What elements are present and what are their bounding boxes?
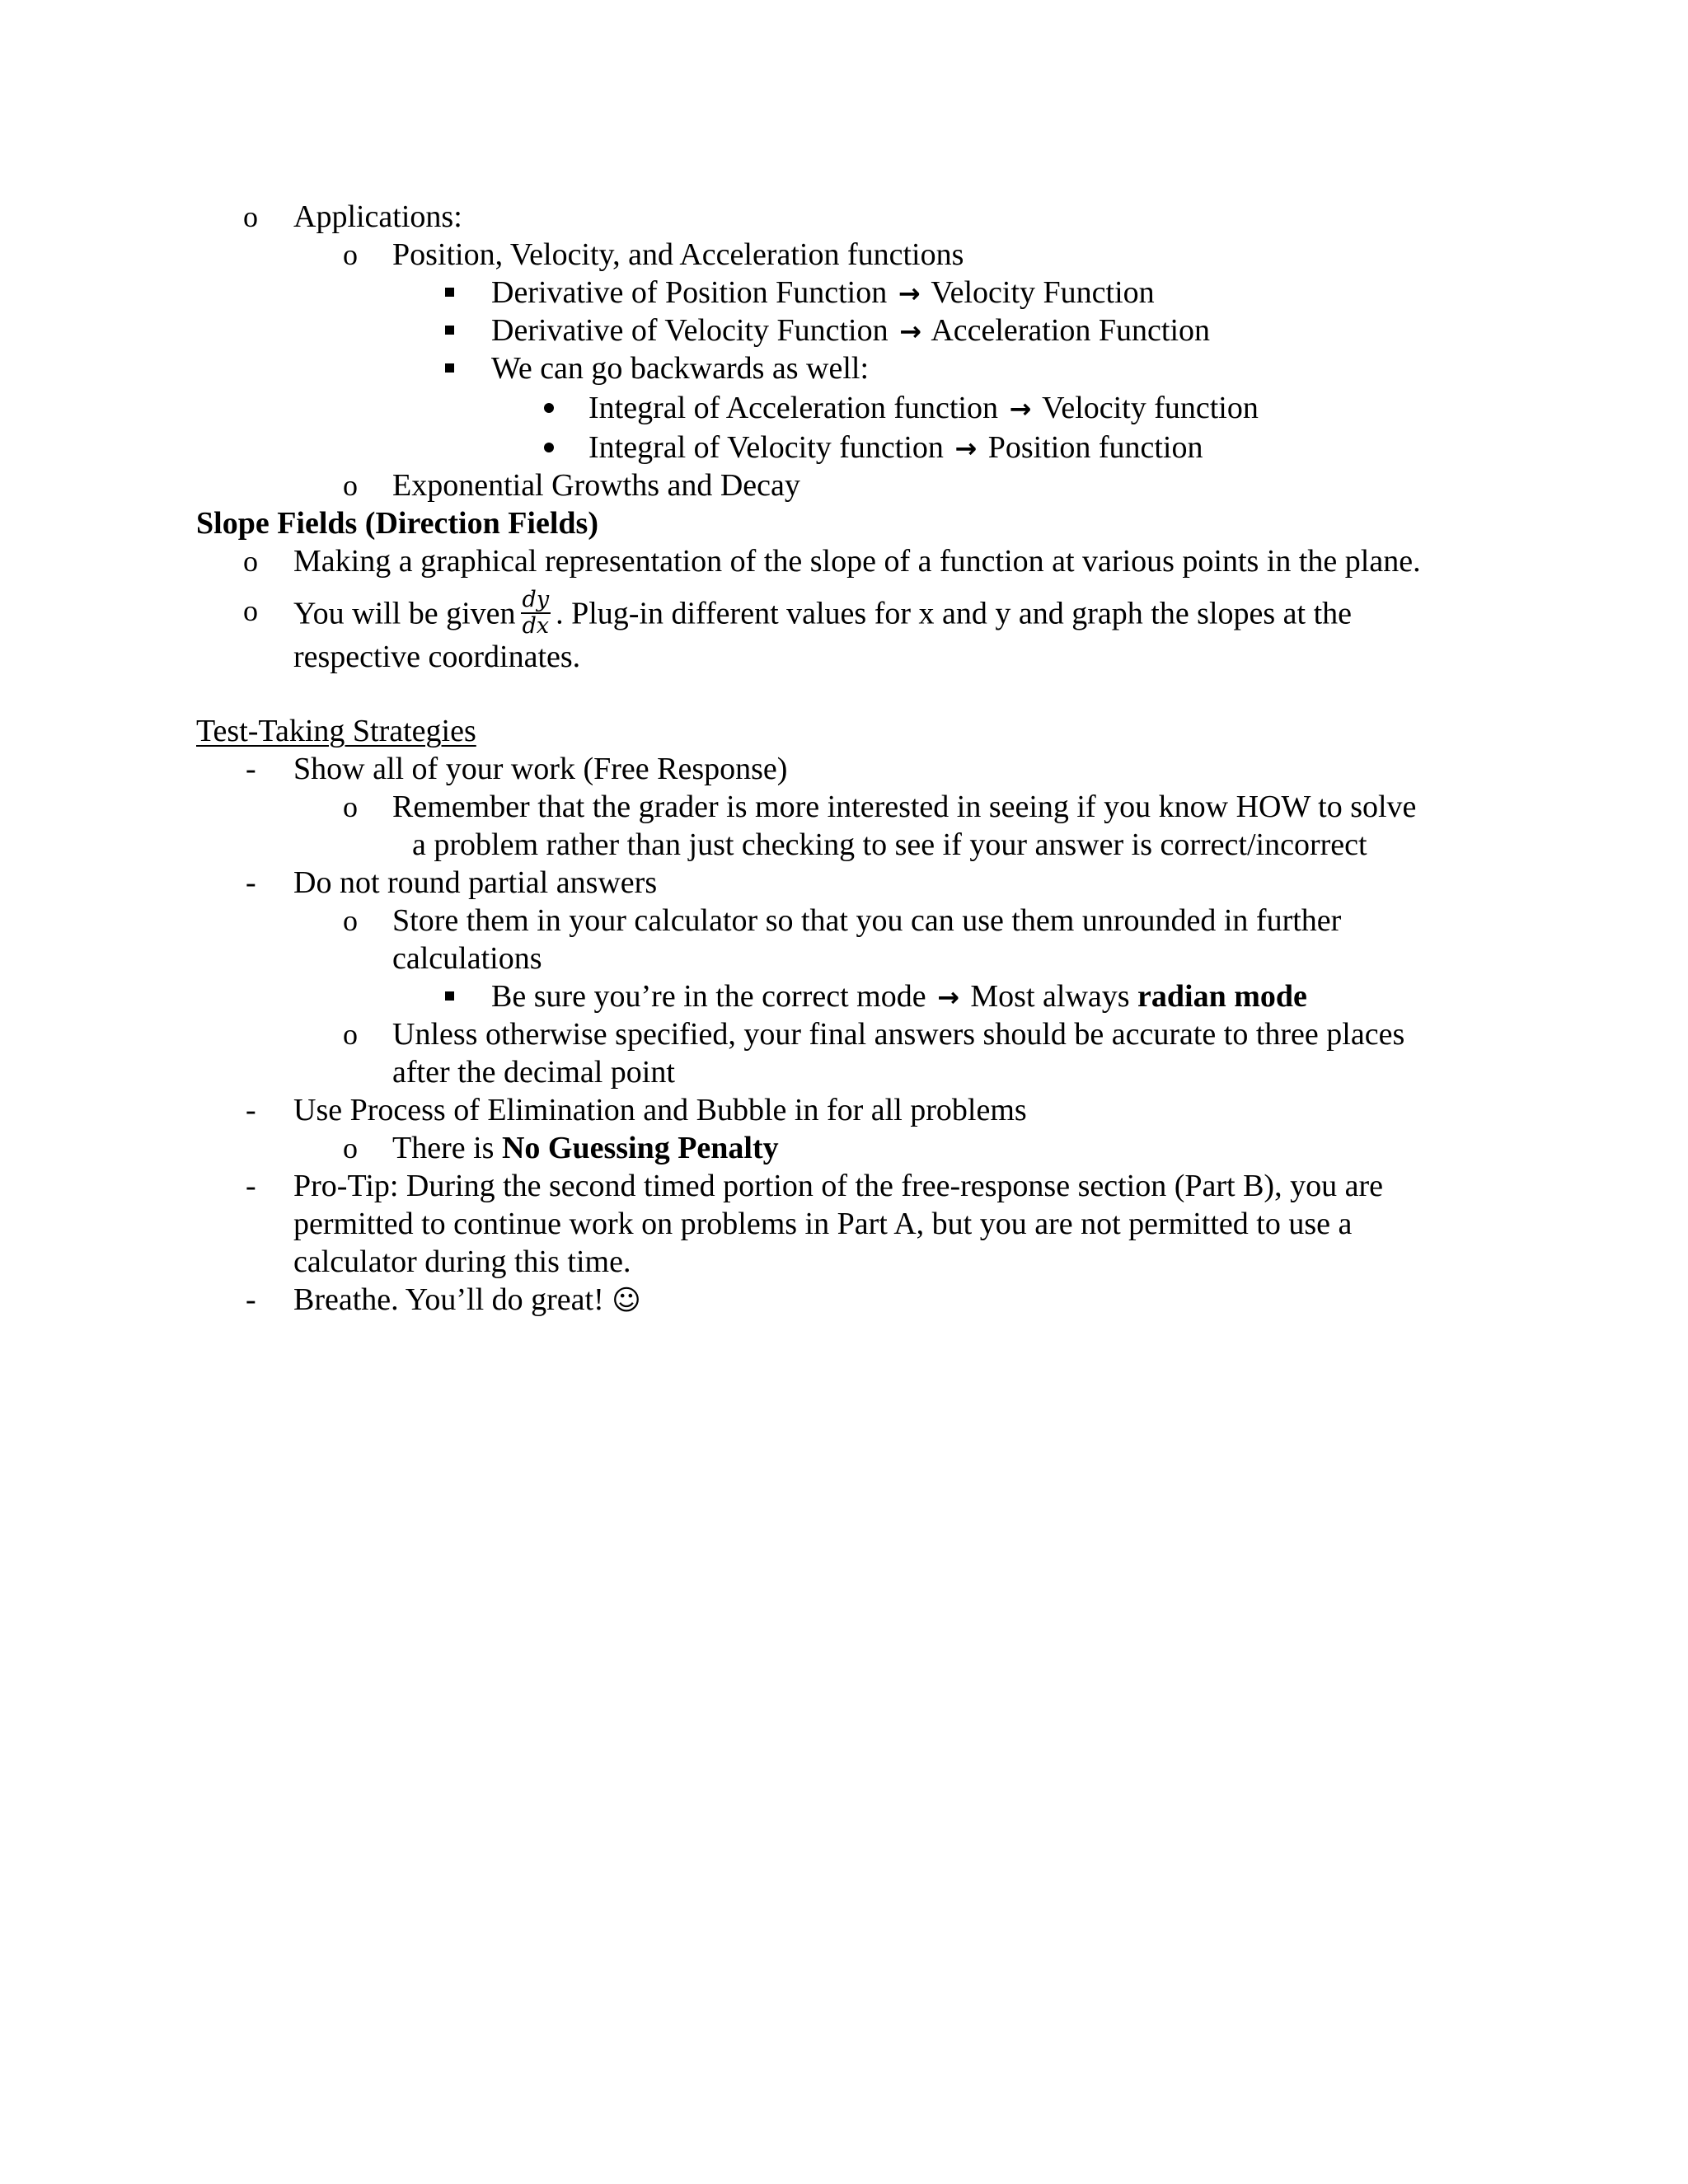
strategy-2: Do not round partial answers	[293, 865, 658, 900]
arrow-right-icon: →	[899, 316, 921, 347]
dash-bullet: -	[246, 1093, 256, 1127]
strategy-3: Use Process of Elimination and Bubble in for all problems	[293, 1093, 1027, 1127]
dot-bullet	[544, 429, 554, 466]
strategy-1-sub-line-2: a problem rather than just checking to see if your answer is correct/incorrect	[412, 827, 1367, 862]
square-bullet	[445, 274, 454, 312]
strategy-2-sub-1-line-2: calculations	[392, 941, 542, 976]
circle-bullet: o	[343, 1132, 358, 1165]
slope-fields-item-2-cont: respective coordinates.	[293, 640, 581, 674]
pva-sub-item-1: Integral of Acceleration function → Velocity function	[588, 389, 1259, 427]
arrow-right-icon: →	[954, 433, 978, 464]
square-bullet	[445, 977, 454, 1015]
circle-bullet: o	[243, 545, 258, 578]
strategy-2-sub-1-line-1: Store them in your calculator so that you can use them unrounded in further	[392, 903, 1342, 938]
arrow-right-icon: →	[937, 982, 959, 1013]
dash-bullet: -	[246, 752, 256, 786]
pva-sub-item-2: Integral of Velocity function → Position function	[588, 429, 1203, 466]
circle-bullet: o	[243, 200, 258, 233]
circle-bullet: o	[343, 904, 358, 937]
slope-fields-heading: Slope Fields (Direction Fields)	[196, 506, 598, 541]
arrow-right-icon: →	[1009, 393, 1032, 424]
pva-item-1: Derivative of Position Function → Velocity Function	[491, 274, 1155, 312]
square-bullet	[445, 349, 454, 387]
applications-heading: Applications:	[293, 199, 462, 234]
circle-bullet: o	[343, 790, 358, 823]
strategy-1: Show all of your work (Free Response)	[293, 752, 788, 786]
strategy-2-sub-1-detail: Be sure you’re in the correct mode → Most always radian mode	[491, 977, 1307, 1015]
pva-label: Position, Velocity, and Acceleration functions	[392, 237, 964, 272]
circle-bullet: o	[343, 1018, 358, 1051]
strategy-1-sub-line-1: Remember that the grader is more interested in seeing if you know HOW to solve	[392, 790, 1417, 824]
dot-bullet	[544, 389, 554, 427]
pva-item-3: We can go backwards as well:	[491, 351, 870, 386]
circle-bullet: o	[343, 469, 358, 502]
strategy-2-sub-2-line-2: after the decimal point	[392, 1055, 675, 1090]
smiley-icon: ☺	[612, 1284, 641, 1317]
strategy-4-line-2: permitted to continue work on problems in Part A, but you are not permitted to use a	[293, 1207, 1353, 1241]
circle-bullet: o	[343, 238, 358, 271]
pva-item-2: Derivative of Velocity Function → Acceleration Function	[491, 312, 1210, 349]
dy-dx-fraction: $\frac{dy}{dx}$	[522, 587, 550, 639]
strategy-2-sub-2-line-1: Unless otherwise specified, your final answers should be accurate to three places	[392, 1017, 1405, 1052]
strategy-4-line-1: Pro-Tip: During the second timed portion of the free-response section (Part B), you are	[293, 1169, 1383, 1203]
arrow-right-icon: →	[898, 278, 921, 309]
strategy-5: Breathe. You’ll do great! ☺	[293, 1282, 641, 1317]
square-bullet	[445, 312, 454, 349]
dash-bullet: -	[246, 1169, 256, 1203]
strategy-3-sub: There is No Guessing Penalty	[392, 1131, 779, 1165]
dash-bullet: -	[246, 1282, 256, 1317]
slope-fields-item-1: Making a graphical representation of the slope of a function at various points in the plane.	[293, 544, 1421, 579]
circle-bullet: o	[243, 594, 258, 627]
slope-fields-item-2: You will be given $\frac{dy}{dx}$ . Plug-in different values for x and y and graph the slopes at the	[293, 587, 1353, 639]
strategies-heading: Test-Taking Strategies	[196, 714, 476, 748]
exponential-item: Exponential Growths and Decay	[392, 468, 800, 503]
dash-bullet: -	[246, 865, 256, 900]
strategy-4-line-3: calculator during this time.	[293, 1244, 631, 1279]
